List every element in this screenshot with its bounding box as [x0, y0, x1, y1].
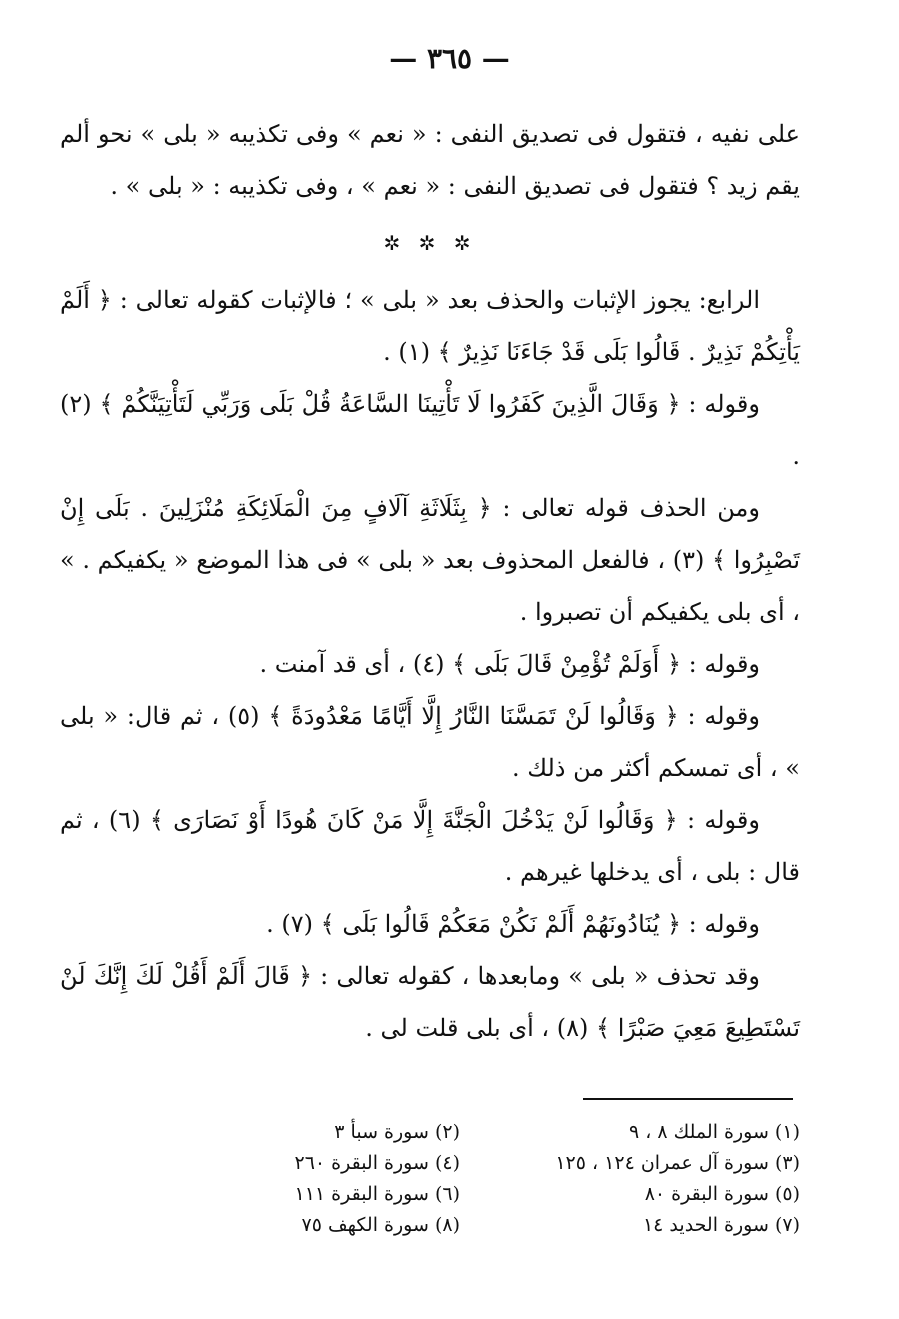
page-number: — ٣٦٥ — — [389, 42, 510, 75]
paragraph: وقوله : ﴿ وَقَالُوا لَنْ يَدْخُلَ الْجَنَّةَ إِلَّا مَنْ كَانَ هُودًا أَوْ نَصَارَى ﴾ (٦) ، ثم قال : بلى ، أى يدخلها غيرهم . — [60, 806, 800, 886]
paragraph: وقوله : ﴿ أَوَلَمْ تُؤْمِنْ قَالَ بَلَى ﴾ (٤) ، أى قد آمنت . — [259, 650, 760, 678]
section-separator: ✲ ✲ ✲ — [383, 231, 477, 255]
paragraph: الرابع: يجوز الإثبات والحذف بعد « بلى » ؛ فالإثبات كقوله تعالى : ﴿ أَلَمْ يَأْتِكُمْ نَذِيرٌ . قَالُوا بَلَى قَدْ جَاءَنَا نَذِيرٌ ﴾ (١) . — [60, 286, 800, 366]
paragraph: وقوله : ﴿ وَقَالُوا لَنْ تَمَسَّنَا النَّارُ إِلَّا أَيَّامًا مَعْدُودَةً ﴾ (٥) ، ثم قال: « بلى » ، أى تمسكم أكثر من ذلك . — [60, 702, 800, 782]
footnote-divider — [583, 1098, 793, 1100]
footnote: (٧) سورة الحديد ١٤ — [642, 1214, 800, 1236]
footnotes — [210, 1118, 800, 1240]
footnote: (٨) سورة الكهف ٧٥ — [301, 1214, 460, 1236]
footnote: (٣) سورة آل عمران ١٢٤ ، ١٢٥ — [555, 1152, 800, 1174]
paragraph: وقوله : ﴿ يُنَادُونَهُمْ أَلَمْ نَكُنْ مَعَكُمْ قَالُوا بَلَى ﴾ (٧) . — [266, 910, 760, 938]
paragraph: وقوله : ﴿ وَقَالَ الَّذِينَ كَفَرُوا لَا تَأْتِينَا السَّاعَةُ قُلْ بَلَى وَرَبِّي لَتَأْتِيَنَّكُمْ ﴾ (٢) . — [60, 390, 800, 470]
main-text — [60, 108, 800, 1054]
paragraph: وقد تحذف « بلى » ومابعدها ، كقوله تعالى : ﴿ قَالَ أَلَمْ أَقُلْ لَكَ إِنَّكَ لَنْ تَسْتَطِيعَ مَعِيَ صَبْرًا ﴾ (٨) ، أى بلى قلت لى . — [60, 962, 800, 1042]
paragraph: ومن الحذف قوله تعالى : ﴿ بِثَلَاثَةِ آلَافٍ مِنَ الْمَلَائِكَةِ مُنْزَلِينَ . بَلَى إِنْ تَصْبِرُوا ﴾ (٣) ، فالفعل المحذوف بعد « بلى » فى هذا الموضع « يكفيكم . » ، أى بلى يكفيكم أن تصبروا . — [60, 494, 801, 626]
footnote: (٢) سورة سبأ ٣ — [334, 1121, 460, 1143]
footnote: (٥) سورة البقرة ٨٠ — [644, 1183, 800, 1205]
footnote: (١) سورة الملك ٨ ، ٩ — [628, 1121, 800, 1143]
paragraph: على نفيه ، فتقول فى تصديق النفى : « نعم » وفى تكذيبه « بلى » نحو ألم يقم زيد ؟ فتقول فى تصديق النفى : « نعم » ، وفى تكذيبه : « بلى » . — [60, 120, 800, 200]
footnote: (٤) سورة البقرة ٢٦٠ — [294, 1152, 460, 1174]
footnote: (٦) سورة البقرة ١١١ — [294, 1183, 460, 1205]
